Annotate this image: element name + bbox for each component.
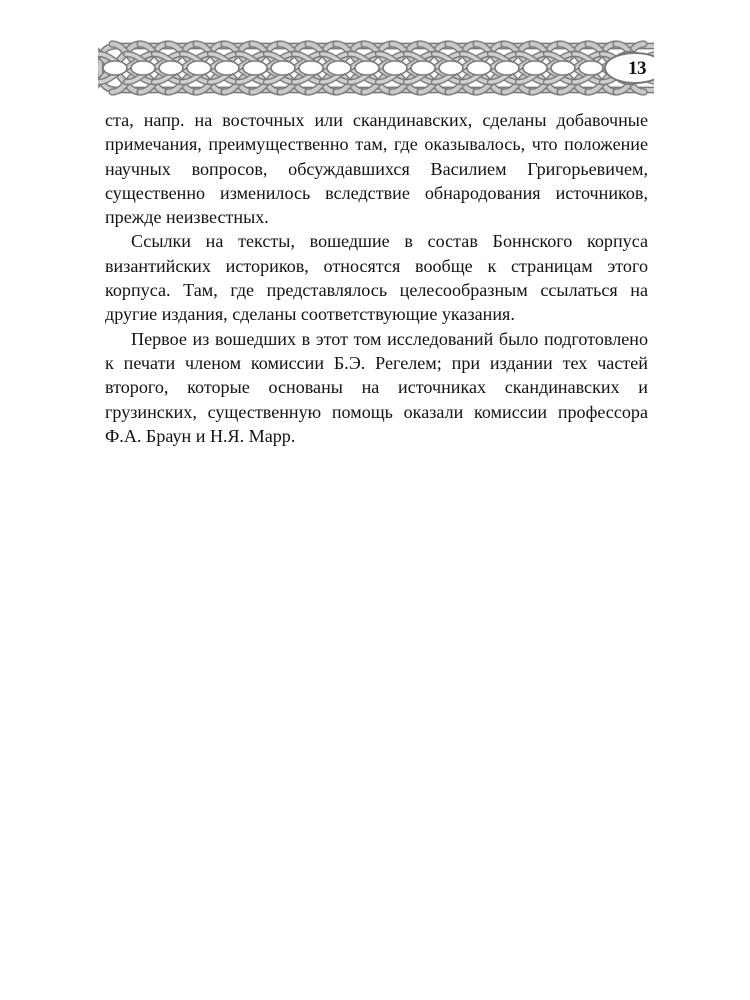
celtic-knotwork-band-icon — [98, 40, 654, 96]
body-text — [105, 108, 648, 448]
paragraph-first-study: Первое из вошедших в этот том исследований было подготовлено к печати членом комиссии Б.Э. Регелем; при издании тех частей второго, которые основаны на источниках скандинавских и грузинских, существенную помощь оказали комиссии профессора Ф.А. Браун и Н.Я. Марр. — [105, 328, 648, 446]
paragraph-continued: ста, напр. на восточных или скандинавских, сделаны добавочные примечания, преимущественно там, где оказывалось, что положение научных вопросов, обсуждавшихся Василием Григорьевичем, существенно изменилось вследствие обнародования источников, прежде неизвестных. — [105, 110, 648, 228]
page-number: 13 — [628, 57, 646, 79]
paragraph-references: Ссылки на тексты, вошедшие в состав Боннского корпуса византийских историков, относятся вообще к страницам этого корпуса. Там, где представлялось целесообразным ссылаться на другие издания, сделаны соответствующие указания. — [105, 231, 648, 325]
